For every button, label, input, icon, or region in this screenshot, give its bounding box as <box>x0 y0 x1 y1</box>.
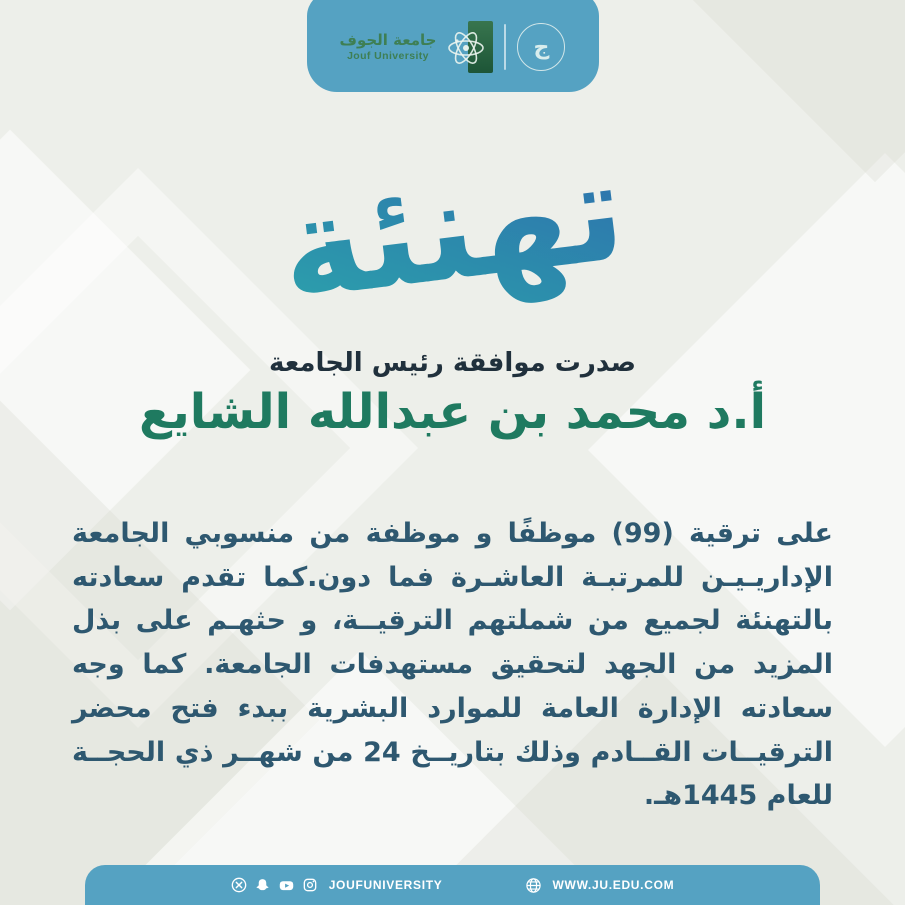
title-text: تهنئة <box>271 128 634 333</box>
university-name-english: Jouf University <box>347 49 429 62</box>
approval-subtitle: صدرت موافقة رئيس الجامعة <box>268 347 637 378</box>
atom-icon <box>445 27 487 69</box>
website-url: WWW.JU.EDU.COM <box>552 878 675 892</box>
snapchat-icon <box>254 877 271 894</box>
youtube-icon <box>278 877 295 894</box>
university-name-arabic: جامعة الجوف <box>339 31 437 50</box>
website-group <box>525 877 675 894</box>
globe-icon <box>525 877 542 894</box>
x-icon <box>231 877 247 893</box>
instagram-icon <box>302 877 318 893</box>
footer-bar <box>85 865 820 905</box>
university-seal-icon <box>517 23 565 71</box>
social-links-group <box>231 877 443 894</box>
university-logo-badge <box>307 0 599 92</box>
announcement-body: على ترقية (99) موظفًا و موظفة من منسوبي الجامعة الإداريـيـن للمرتبـة العاشـرة فما دون.كما تقدم سعادته بالتهنئة لجميع من شملتهم الترقيــة، و حثهـم على بذل المزيد من الجهد لتحقيق مستهدفات الجامعة. كما وجه سعادته الإدارة العامة للموارد البشرية ببدء فتح محضر الترقيــات القــادم وذلك بتاريــخ 24 من شهــر ذي الحجــة للعام 1445هـ. <box>72 518 833 812</box>
badge-divider <box>504 24 506 70</box>
social-handle: JOUFUNIVERSITY <box>328 878 443 892</box>
university-logo-mark <box>447 20 493 74</box>
president-name: أ.د محمد بن عبدالله الشايع <box>138 384 767 440</box>
university-wordmark <box>340 31 437 63</box>
seal-calligraphy: ج <box>533 34 550 60</box>
